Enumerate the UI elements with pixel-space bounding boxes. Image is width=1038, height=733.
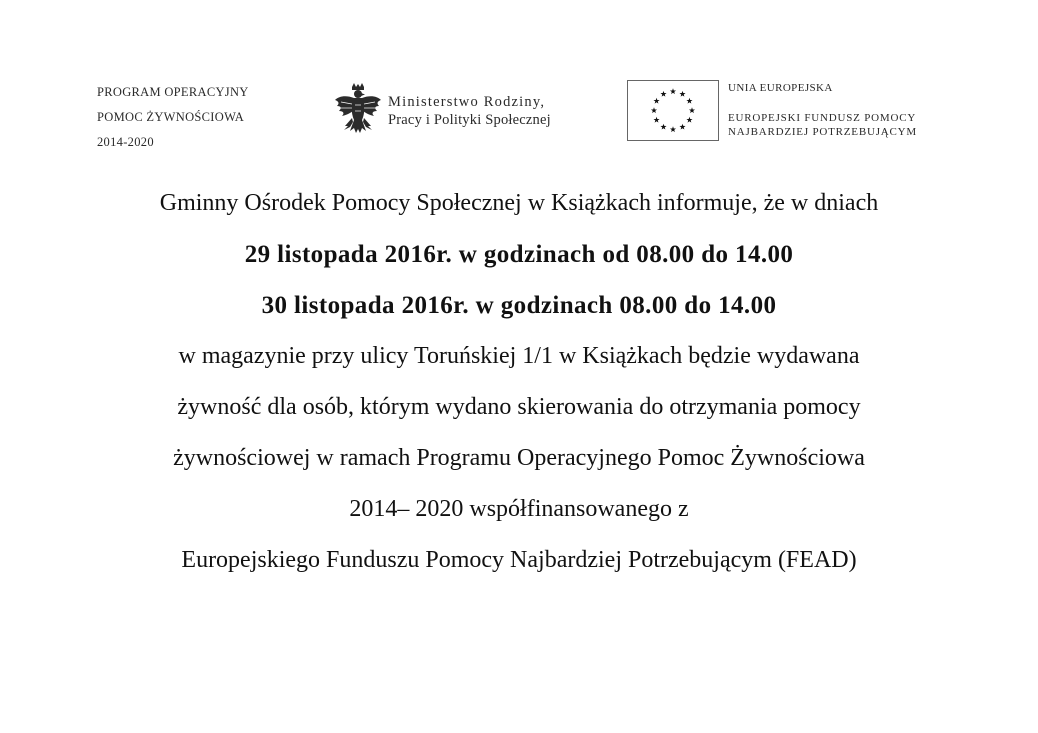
ministry-line-1: Ministerstwo Rodziny, [388, 94, 546, 110]
notice-body-line-5: Europejskiego Funduszu Pomocy Najbardziej Potrzebującym (FEAD) [181, 547, 857, 573]
notice-intro: Gminny Ośrodek Pomocy Społecznej w Książkach informuje, że w dniach [159, 190, 879, 216]
eu-star-icon [660, 124, 666, 130]
notice-body-line-4: 2014– 2020 współfinansowanego z [349, 496, 689, 522]
ministry-logo [333, 83, 603, 139]
eu-star-icon [670, 126, 676, 132]
ministry-line-2: Pracy i Polityki Społecznej [388, 112, 551, 128]
eu-star-icon [679, 91, 685, 97]
eu-fund-line-2: NAJBARDZIEJ POTRZEBUJĄCYM [728, 126, 917, 138]
notice-date-1: 29 listopada 2016r. w godzinach od 08.00 do 14.00 [244, 241, 794, 268]
eu-union-label: UNIA EUROPEJSKA [728, 82, 833, 94]
program-line-3: 2014-2020 [97, 135, 154, 149]
eu-star-icon [679, 124, 685, 130]
polish-eagle-emblem-icon [333, 83, 383, 139]
notice-body-line-2: żywność dla osób, którym wydano skierowania do otrzymania pomocy [177, 394, 861, 420]
logo-header [0, 0, 1038, 160]
notice-text [0, 178, 1038, 586]
program-line-1: PROGRAM OPERACYJNY [97, 85, 249, 99]
eu-stars-circle [628, 81, 718, 140]
eu-star-icon [686, 98, 692, 104]
program-logo-text [97, 80, 249, 155]
eu-star-icon [654, 98, 660, 104]
ministry-name [388, 93, 551, 129]
eu-star-icon [686, 117, 692, 123]
eu-star-icon [651, 107, 657, 113]
notice-body-line-3: żywnościowej w ramach Programu Operacyjnego Pomoc Żywnościowa [173, 445, 865, 471]
program-line-2: POMOC ŻYWNOŚCIOWA [97, 110, 245, 124]
eu-star-icon [660, 91, 666, 97]
eu-fund-line-1: EUROPEJSKI FUNDUSZ POMOCY [728, 112, 917, 124]
notice-date-2: 30 listopada 2016r. w godzinach 08.00 do 14.00 [261, 292, 777, 319]
eu-star-icon [654, 117, 660, 123]
eu-flag-icon [627, 80, 719, 141]
eu-star-icon [689, 107, 695, 113]
notice-body-line-1: w magazynie przy ulicy Toruńskiej 1/1 w Książkach będzie wydawana [178, 343, 860, 369]
eu-star-icon [670, 88, 676, 94]
